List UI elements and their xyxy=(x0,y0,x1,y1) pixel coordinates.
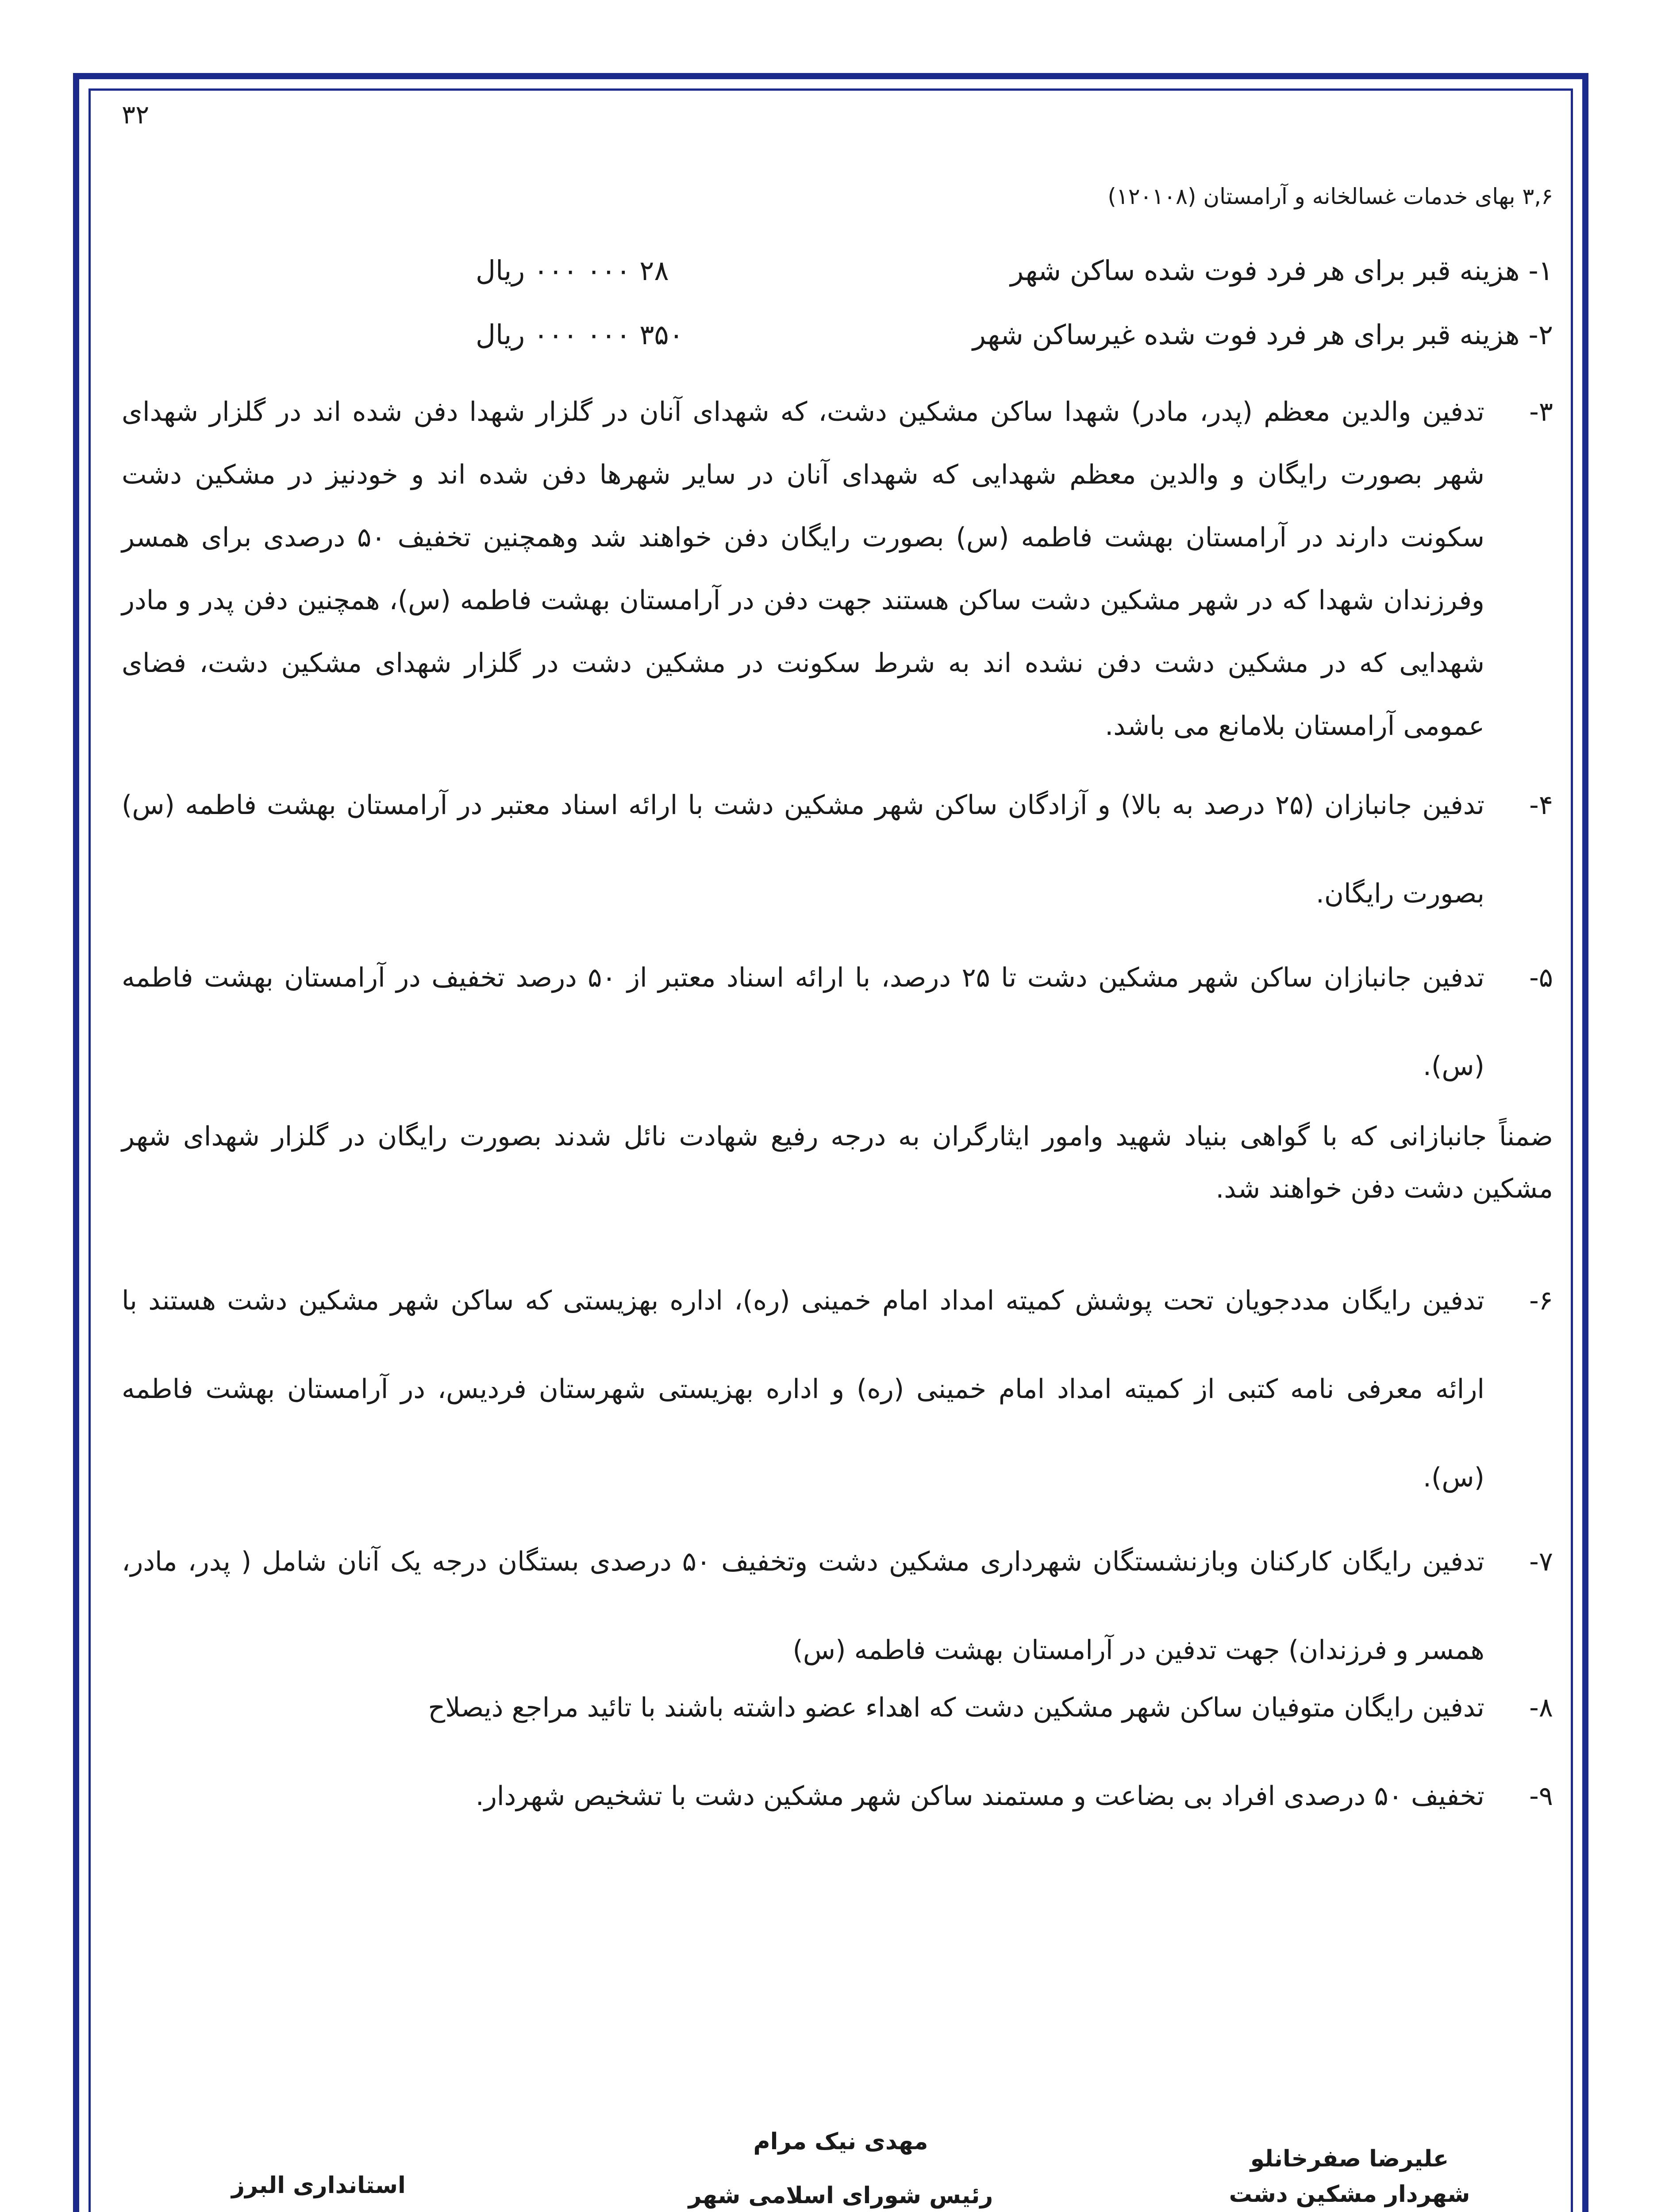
signatory-title: رئیس شورای اسلامی شهر xyxy=(688,2182,993,2209)
item-number: ۵- xyxy=(1529,962,1553,993)
signatory-title: شهردار مشکین دشت xyxy=(1229,2181,1470,2208)
item-number: ۹- xyxy=(1529,1781,1553,1812)
signatory-name: مهدی نیک مرام xyxy=(753,2128,928,2155)
item-number: ۳- xyxy=(1529,396,1553,427)
list-item xyxy=(122,1681,1553,1734)
fee-amount: ۲۸ ۰۰۰ ۰۰۰ ریال xyxy=(476,254,669,287)
list-item xyxy=(122,1256,1553,1522)
signature-governorate xyxy=(177,2168,460,2203)
signatory-title: استانداری البرز xyxy=(231,2172,406,2199)
item-number: ۶- xyxy=(1529,1285,1553,1316)
item-text: تدفین جانبازان ساکن شهر مشکین دشت تا ۲۵ درصد، با ارائه اسناد معتبر از ۵۰ درصد تخفیف در آرامستان بهشت فاطمه (س). xyxy=(122,962,1484,1082)
fee-label: ۱- هزینه قبر برای هر فرد فوت شده ساکن شهر xyxy=(1010,254,1553,287)
item-text: تدفین رایگان کارکنان وبازنشستگان شهرداری مشکین دشت وتخفیف ۵۰ درصدی بستگان درجه یک آنان شامل ( پدر، مادر، همسر و فرزندان) جهت تدفین در آرامستان بهشت فاطمه (س) xyxy=(122,1546,1484,1666)
item-number: ۴- xyxy=(1529,790,1553,821)
signatory-name: علیرضا صفرخانلو xyxy=(1250,2146,1449,2172)
item-text: تخفیف ۵۰ درصدی افراد بی بضاعت و مستمند ساکن شهر مشکین دشت با تشخیص شهردار. xyxy=(475,1781,1484,1812)
page-number: ۳۲ xyxy=(122,100,150,130)
list-item xyxy=(122,1770,1553,1823)
item-text: تدفین جانبازان (۲۵ درصد به بالا) و آزادگان ساکن شهر مشکین دشت با ارائه اسناد معتبر در آرامستان بهشت فاطمه (س) بصورت رایگان. xyxy=(122,790,1484,909)
item-text: تدفین والدین معظم (پدر، مادر) شهدا ساکن مشکین دشت، که شهدای آنان در گلزار شهدا دفن شده اند در گلزار شهدای شهر بصورت رایگان و والدین معظم شهدایی که شهدای آنان در سایر شهرها دفن شده اند و خودنیز در مشکین دشت سکونت دارند در آرامستان بهشت فاطمه (س) بصورت رایگان دفن خواهند شد وهمچنین تخفیف ۵۰ درصدی برای همسر وفرزندان شهدا که در شهر مشکین دشت ساکن هستند جهت دفن در آرامستان بهشت فاطمه (س)، همچنین دفن پدر و مادر شهدایی که در مشکین دشت دفن نشده اند به شرط سکونت در مشکین دشت در گلزار شهدای مشکین دشت، فضای عمومی آرامستان بلامانع می باشد. xyxy=(122,396,1484,741)
item-number: ۷- xyxy=(1529,1546,1553,1577)
signature-mayor xyxy=(1195,2141,1504,2212)
item-number: ۸- xyxy=(1529,1692,1553,1723)
list-item xyxy=(122,933,1553,1110)
list-item xyxy=(122,380,1553,757)
fee-label: ۲- هزینه قبر برای هر فرد فوت شده غیرساکن شهر xyxy=(973,319,1553,351)
list-item xyxy=(122,1517,1553,1694)
item-text: تدفین رایگان متوفیان ساکن شهر مشکین دشت که اهداء عضو داشته باشند با تائید مراجع ذیصلاح xyxy=(428,1692,1484,1723)
item-text: تدفین رایگان مددجویان تحت پوشش کمیته امداد امام خمینی (ره)، اداره بهزیستی که ساکن شهر مشکین دشت هستند با ارائه معرفی نامه کتبی از کمیته امداد امام خمینی (ره) و اداره بهزیستی شهرستان فردیس، در آرامستان بهشت فاطمه (س). xyxy=(122,1285,1484,1493)
fee-amount: ۳۵۰ ۰۰۰ ۰۰۰ ریال xyxy=(476,319,684,351)
fee-row xyxy=(122,254,1553,290)
fee-row xyxy=(122,319,1553,354)
signature-council xyxy=(664,2115,1018,2212)
list-item xyxy=(122,761,1553,938)
section-title: ۳,۶ بهای خدمات غسالخانه و آرامستان (۱۲۰۱۰۸) xyxy=(1107,184,1553,209)
note-paragraph: ضمناً جانبازانی که با گواهی بنیاد شهید وامور ایثارگران به درجه رفیع شهادت نائل شدند بصورت رایگان در گلزار شهدای شهر مشکین دشت دفن خواهند شد. xyxy=(122,1121,1553,1204)
